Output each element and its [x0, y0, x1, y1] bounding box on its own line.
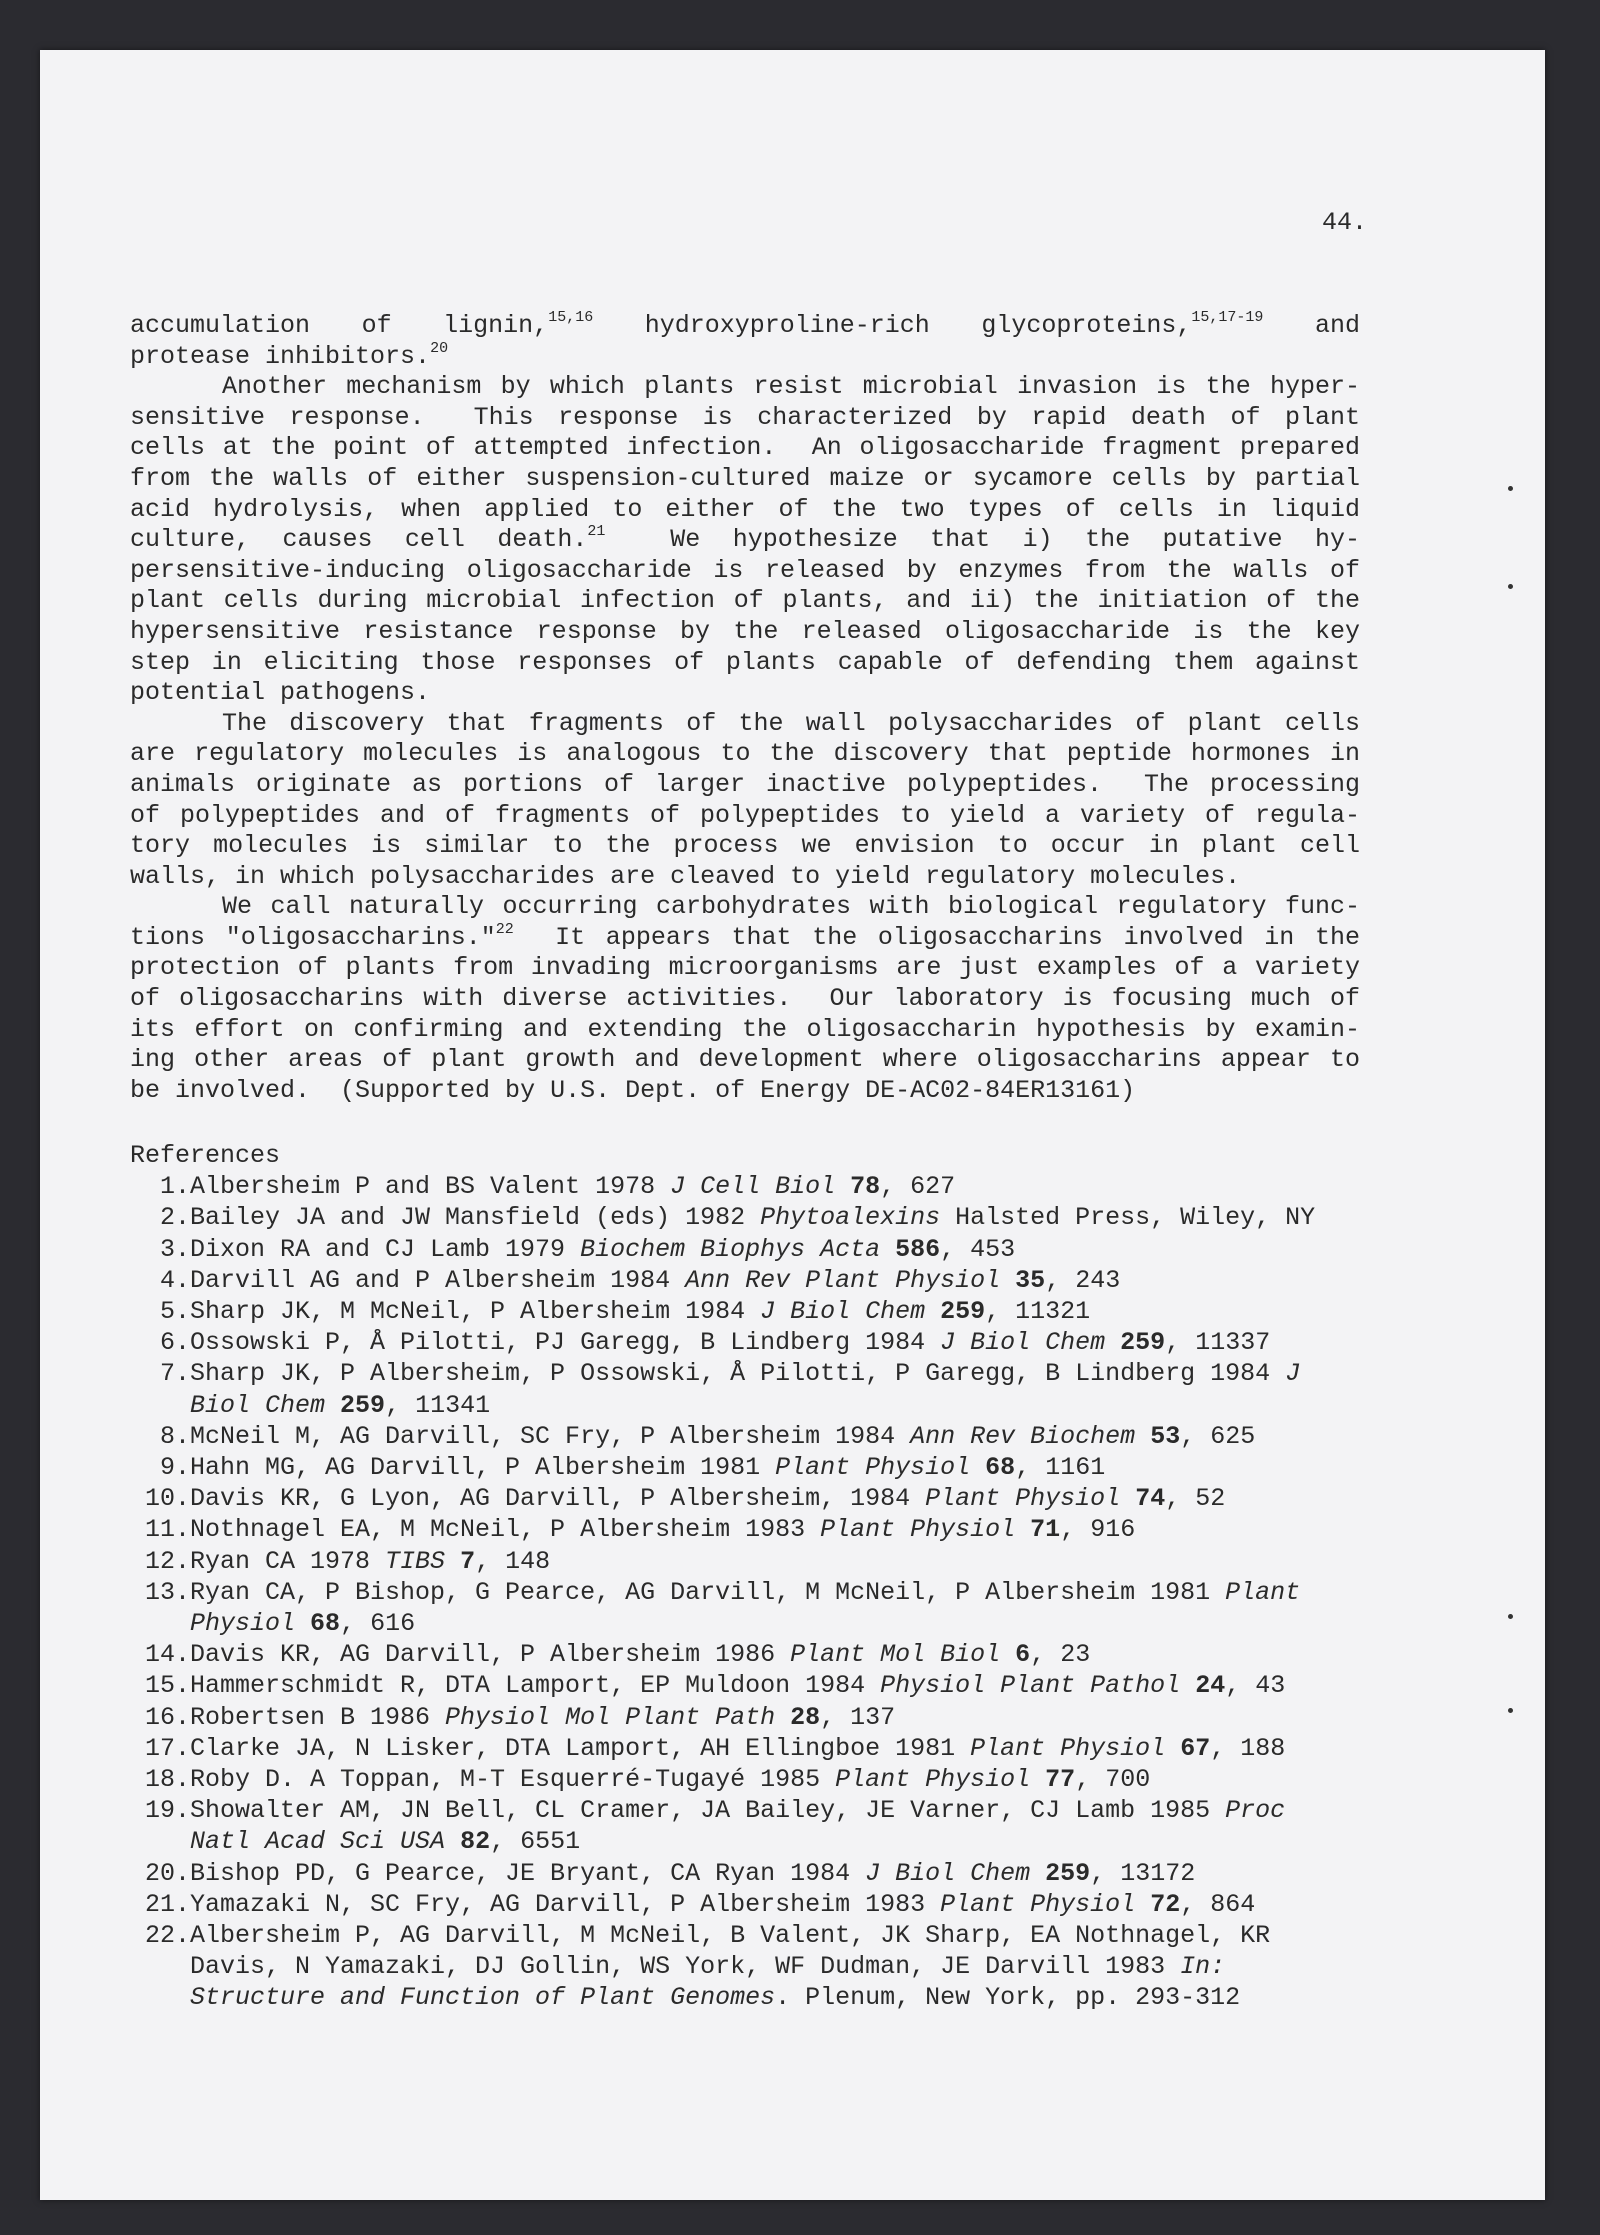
reference-text — [190, 1733, 1360, 1764]
volume-number: 67 — [1180, 1733, 1211, 1763]
reference-number: 3. — [159, 1234, 190, 1264]
reference-text — [190, 1889, 1360, 1920]
volume-number: 7 — [460, 1546, 476, 1576]
text-run — [775, 1703, 790, 1732]
volume-number: 74 — [1135, 1484, 1166, 1514]
reference-number: 20. — [144, 1858, 190, 1888]
text-run: ing other areas of plant growth and development where oligosaccharins appear to — [130, 1045, 1360, 1075]
text-run: , 1161 — [1015, 1453, 1106, 1483]
text-run: plant cells during microbial infection of plants, and ii) the initiation of the — [130, 586, 1360, 616]
reference-number: 6. — [159, 1328, 190, 1358]
text-run — [1030, 1765, 1045, 1794]
reference-number: 11. — [144, 1515, 190, 1545]
footnote-ref: 22 — [495, 920, 514, 938]
text-run: We call naturally occurring carbohydrates with biological regulatory func- — [222, 892, 1360, 922]
reference-number: 12. — [144, 1546, 190, 1576]
reference-text — [190, 1421, 1360, 1452]
reference-item — [130, 1514, 1360, 1545]
margin-mark — [1508, 584, 1513, 589]
reference-text — [190, 1764, 1360, 1795]
reference-item — [130, 1639, 1360, 1670]
references-heading: References — [130, 1141, 281, 1170]
text-run: Yamazaki N, SC Fry, AG Darvill, P Albersheim 1983 — [190, 1889, 941, 1919]
text-run — [1030, 1859, 1045, 1888]
journal-title: Plant Mol Biol — [790, 1640, 1001, 1670]
text-run: sensitive response. This response is characterized by rapid death of plant — [130, 402, 1360, 432]
volume-number: 259 — [1120, 1328, 1166, 1358]
text-line — [130, 770, 1360, 801]
reference-text — [190, 1265, 1360, 1296]
text-line — [130, 953, 1360, 984]
margin-mark — [1508, 1614, 1513, 1619]
text-run: , 616 — [340, 1609, 416, 1639]
reference-item — [130, 1296, 1360, 1327]
text-run: acid hydrolysis, when applied to either of the two types of cells in liquid — [130, 494, 1360, 524]
reference-text — [190, 1670, 1360, 1701]
reference-number: 22. — [144, 1921, 190, 1951]
text-run: Halsted Press, Wiley, NY — [940, 1203, 1316, 1233]
text-line — [130, 984, 1360, 1015]
reference-item — [130, 1234, 1360, 1265]
reference-item — [130, 1670, 1360, 1701]
journal-title: Phytoalexins — [760, 1203, 941, 1233]
text-run: Bailey JA and JW Mansfield (eds) 1982 — [190, 1203, 761, 1233]
margin-mark — [1508, 1708, 1513, 1713]
text-line — [130, 433, 1360, 464]
body-text — [130, 311, 1360, 1106]
text-run — [1105, 1328, 1120, 1357]
reference-item — [130, 1889, 1360, 1920]
reference-text — [190, 1639, 1360, 1670]
text-run: Albersheim P, AG Darvill, M McNeil, B Valent, JK Sharp, EA Nothnagel, KR Davis, N Yamazaki, DJ Gollin, WS York, WF Dudman, JE Darvill 1983 — [190, 1921, 1271, 1982]
reference-item — [130, 1265, 1360, 1296]
journal-title: Plant Physiol — [970, 1733, 1166, 1763]
text-run: , 916 — [1060, 1515, 1136, 1545]
footnote-ref: 21 — [587, 523, 606, 541]
volume-number: 6 — [1015, 1640, 1031, 1670]
journal-title: Plant Physiol — [190, 1577, 1301, 1639]
text-run: of polypeptides and of fragments of polypeptides to yield a variety of regula- — [130, 800, 1360, 830]
text-run: , 453 — [940, 1234, 1016, 1264]
journal-title: Plant Physiol — [940, 1889, 1136, 1919]
text-run — [1120, 1484, 1135, 1513]
journal-title: J Biol Chem — [865, 1858, 1031, 1888]
text-run — [1135, 1422, 1150, 1451]
journal-title: Proc Natl Acad Sci USA — [190, 1796, 1286, 1857]
volume-number: 72 — [1150, 1889, 1181, 1919]
text-line — [130, 709, 1360, 740]
text-run: , 6551 — [490, 1827, 581, 1857]
reference-number: 4. — [159, 1265, 190, 1295]
text-line — [130, 311, 1360, 342]
volume-number: 259 — [340, 1390, 386, 1420]
reference-text — [190, 1702, 1360, 1733]
text-run: Bishop PD, G Pearce, JE Bryant, CA Ryan 1984 — [190, 1858, 866, 1888]
reference-number: 14. — [144, 1640, 190, 1670]
text-run: , 13172 — [1090, 1858, 1196, 1888]
volume-number: 24 — [1195, 1671, 1226, 1701]
volume-number: 71 — [1030, 1515, 1061, 1545]
text-run: Dixon RA and CJ Lamb 1979 — [190, 1234, 581, 1264]
reference-text — [190, 1171, 1360, 1202]
reference-text — [190, 1234, 1360, 1265]
reference-number: 8. — [159, 1421, 190, 1451]
text-run: , 11321 — [985, 1297, 1091, 1327]
text-run — [1180, 1671, 1195, 1700]
text-run: are regulatory molecules is analogous to the discovery that peptide hormones in — [130, 739, 1360, 769]
text-run: accumulation of lignin, — [130, 311, 549, 340]
text-line — [130, 1076, 1360, 1107]
text-run: , 700 — [1075, 1765, 1151, 1795]
text-run: It appears that the oligosaccharins involved in the — [513, 922, 1360, 952]
text-line — [130, 920, 1360, 954]
text-run: , 188 — [1210, 1733, 1286, 1763]
text-run: Ossowski P, Å Pilotti, PJ Garegg, B Lindberg 1984 — [190, 1328, 941, 1358]
text-run: Ryan CA 1978 — [190, 1546, 386, 1576]
reference-text — [190, 1795, 1360, 1857]
footnote-ref: 20 — [430, 339, 449, 357]
volume-number: 53 — [1150, 1421, 1181, 1451]
text-run — [880, 1235, 895, 1264]
text-run: , 52 — [1165, 1484, 1226, 1514]
reference-number: 10. — [144, 1484, 190, 1514]
journal-title: Plant Physiol — [775, 1453, 971, 1483]
text-run: tory molecules is similar to the process we envision to occur in plant cell — [130, 831, 1360, 861]
text-line — [130, 1015, 1360, 1046]
text-line — [130, 464, 1360, 495]
volume-number: 82 — [460, 1827, 491, 1857]
text-run: Davis KR, G Lyon, AG Darvill, P Albersheim, 1984 — [190, 1484, 926, 1514]
reference-text — [190, 1577, 1360, 1639]
text-run — [970, 1453, 985, 1482]
text-run: Hammerschmidt R, DTA Lamport, EP Muldoon 1984 — [190, 1671, 881, 1701]
text-run: tions "oligosaccharins." — [130, 922, 496, 952]
text-run: Clarke JA, N Lisker, DTA Lamport, AH Ellingboe 1981 — [190, 1733, 971, 1763]
references-list — [130, 1171, 1360, 2013]
text-run: , 625 — [1180, 1421, 1256, 1451]
text-run: walls, in which polysaccharides are cleaved to yield regulatory molecules. — [130, 861, 1241, 891]
text-line — [130, 372, 1360, 403]
text-run: Robertsen B 1986 — [190, 1702, 446, 1732]
reference-text — [190, 1452, 1360, 1483]
text-run: hypersensitive resistance response by the released oligosaccharide is the key — [130, 616, 1360, 646]
margin-mark — [1508, 486, 1513, 491]
journal-title: In: Structure and Function of Plant Genomes — [190, 1952, 1226, 2013]
references-section — [130, 1140, 1360, 2014]
reference-text — [190, 1296, 1360, 1327]
text-run: Sharp JK, P Albersheim, P Ossowski, Å Pilotti, P Garegg, B Lindberg 1984 — [190, 1359, 1286, 1389]
journal-title: Physiol Mol Plant Path — [445, 1702, 776, 1732]
text-run: step in eliciting those responses of plants capable of defending them against — [130, 647, 1360, 677]
volume-number: 259 — [1045, 1858, 1091, 1888]
journal-title: J Biol Chem — [940, 1328, 1106, 1358]
reference-item — [130, 1546, 1360, 1577]
reference-number: 21. — [144, 1889, 190, 1919]
volume-number: 68 — [985, 1453, 1016, 1483]
text-line — [130, 648, 1360, 679]
journal-title: Plant Physiol — [835, 1765, 1031, 1795]
text-line — [130, 525, 1360, 556]
journal-title: Plant Physiol — [925, 1484, 1121, 1514]
text-run — [445, 1547, 460, 1576]
reference-number: 19. — [144, 1796, 190, 1826]
reference-text — [190, 1358, 1360, 1420]
text-run — [325, 1391, 340, 1420]
reference-item — [130, 1358, 1360, 1420]
reference-number: 18. — [144, 1765, 190, 1795]
reference-number: 7. — [159, 1359, 190, 1389]
text-line — [130, 1045, 1360, 1076]
text-run: , 148 — [475, 1546, 551, 1576]
text-run: Showalter AM, JN Bell, CL Cramer, JA Bailey, JE Varner, CJ Lamb 1985 — [190, 1796, 1226, 1826]
text-run — [1135, 1890, 1150, 1919]
reference-item — [130, 1920, 1360, 2014]
text-run: cells at the point of attempted infection. An oligosaccharide fragment prepared — [130, 433, 1360, 463]
volume-number: 259 — [940, 1297, 986, 1327]
journal-title: Biochem Biophys Acta — [580, 1234, 881, 1264]
reference-text — [190, 1327, 1360, 1358]
reference-item — [130, 1421, 1360, 1452]
reference-text — [190, 1546, 1360, 1577]
text-line — [130, 556, 1360, 587]
text-run: Albersheim P and BS Valent 1978 — [190, 1172, 671, 1202]
text-run: , 243 — [1045, 1265, 1121, 1295]
volume-number: 77 — [1045, 1765, 1076, 1795]
text-run: Nothnagel EA, M McNeil, P Albersheim 1983 — [190, 1515, 821, 1545]
text-run — [1000, 1640, 1015, 1669]
reference-item — [130, 1452, 1360, 1483]
text-run — [445, 1827, 460, 1856]
reference-item — [130, 1702, 1360, 1733]
reference-text — [190, 1858, 1360, 1889]
text-run: be involved. (Supported by U.S. Dept. of Energy DE-AC02-84ER13161) — [130, 1075, 1136, 1105]
text-run: culture, causes cell death. — [130, 525, 588, 555]
text-run — [295, 1609, 310, 1638]
page-number: 44. — [1322, 208, 1368, 237]
reference-text — [190, 1202, 1360, 1233]
text-run: The discovery that fragments of the wall polysaccharides of plant cells — [222, 708, 1360, 738]
reference-item — [130, 1733, 1360, 1764]
text-run: Roby D. A Toppan, M-T Esquerré-Tugayé 1985 — [190, 1765, 836, 1795]
text-run: protease inhibitors. — [130, 341, 431, 371]
volume-number: 78 — [850, 1172, 881, 1202]
text-run: Sharp JK, M McNeil, P Albersheim 1984 — [190, 1297, 761, 1327]
reference-number: 9. — [159, 1453, 190, 1483]
text-line — [130, 495, 1360, 526]
text-run: animals originate as portions of larger inactive polypeptides. The processing — [130, 769, 1360, 799]
text-run: , 137 — [820, 1702, 896, 1732]
text-run: and — [1263, 311, 1361, 340]
text-run: Darvill AG and P Albersheim 1984 — [190, 1265, 686, 1295]
volume-number: 35 — [1015, 1265, 1046, 1295]
text-run: hydroxyproline-rich glycoproteins, — [593, 311, 1192, 340]
text-run: , 11337 — [1165, 1328, 1271, 1358]
reference-number: 15. — [144, 1671, 190, 1701]
reference-item — [130, 1202, 1360, 1233]
text-run: , 627 — [880, 1172, 956, 1202]
text-run: protection of plants from invading microorganisms are just examples of a variety — [130, 953, 1360, 983]
reference-item — [130, 1577, 1360, 1639]
text-run: . Plenum, New York, pp. 293-312 — [775, 1983, 1241, 2013]
text-line — [130, 617, 1360, 648]
reference-text — [190, 1920, 1360, 2014]
text-run: We hypothesize that i) the putative hy- — [605, 525, 1360, 555]
text-line — [130, 678, 1360, 709]
reference-item — [130, 1483, 1360, 1514]
text-run: , 23 — [1030, 1640, 1091, 1670]
text-run: Another mechanism by which plants resist microbial invasion is the hyper- — [222, 372, 1360, 402]
reference-item — [130, 1171, 1360, 1202]
text-run: from the walls of either suspension-cultured maize or sycamore cells by partial — [130, 463, 1360, 493]
journal-title: Ann Rev Plant Physiol — [685, 1265, 1001, 1295]
reference-number: 1. — [159, 1172, 190, 1202]
text-line — [130, 801, 1360, 832]
text-run: Ryan CA, P Bishop, G Pearce, AG Darvill, M McNeil, P Albersheim 1981 — [190, 1577, 1226, 1607]
journal-title: J Cell Biol — [670, 1172, 836, 1202]
reference-text — [190, 1514, 1360, 1545]
text-line — [130, 403, 1360, 434]
text-run — [1165, 1734, 1180, 1763]
text-run: persensitive-inducing oligosaccharide is released by enzymes from the walls of — [130, 555, 1360, 585]
reference-number: 17. — [144, 1733, 190, 1763]
journal-title: TIBS — [385, 1546, 446, 1576]
text-run: , 43 — [1225, 1671, 1286, 1701]
text-line — [130, 586, 1360, 617]
reference-text — [190, 1483, 1360, 1514]
footnote-ref: 15,17-19 — [1191, 309, 1264, 326]
journal-title: Plant Physiol — [820, 1515, 1016, 1545]
text-run — [1000, 1266, 1015, 1295]
text-run: of oligosaccharins with diverse activities. Our laboratory is focusing much of — [130, 984, 1360, 1014]
text-run — [925, 1297, 940, 1326]
text-run — [1015, 1515, 1030, 1544]
journal-title: Ann Rev Biochem — [910, 1421, 1136, 1451]
text-line — [130, 739, 1360, 770]
journal-title: J Biol Chem — [190, 1359, 1301, 1420]
volume-number: 28 — [790, 1702, 821, 1732]
text-line — [130, 862, 1360, 893]
reference-number: 16. — [144, 1702, 190, 1732]
text-run: , 864 — [1180, 1889, 1256, 1919]
reference-number: 5. — [159, 1297, 190, 1327]
text-line — [130, 892, 1360, 923]
text-run — [835, 1172, 850, 1201]
journal-title: J Biol Chem — [760, 1297, 926, 1327]
reference-item — [130, 1858, 1360, 1889]
text-line — [130, 339, 1360, 373]
text-run: potential pathogens. — [130, 678, 431, 708]
text-line — [130, 831, 1360, 862]
reference-item — [130, 1327, 1360, 1358]
reference-item — [130, 1764, 1360, 1795]
journal-title: Physiol Plant Pathol — [880, 1671, 1181, 1701]
reference-number: 13. — [144, 1577, 190, 1607]
reference-number: 2. — [159, 1203, 190, 1233]
volume-number: 68 — [310, 1609, 341, 1639]
reference-item — [130, 1795, 1360, 1857]
text-run: Hahn MG, AG Darvill, P Albersheim 1981 — [190, 1453, 776, 1483]
footnote-ref: 15,16 — [548, 309, 594, 326]
text-run: McNeil M, AG Darvill, SC Fry, P Albersheim 1984 — [190, 1421, 911, 1451]
text-run: its effort on confirming and extending the oligosaccharin hypothesis by examin- — [130, 1014, 1360, 1044]
text-run: Davis KR, AG Darvill, P Albersheim 1986 — [190, 1640, 791, 1670]
volume-number: 586 — [895, 1234, 941, 1264]
text-run: , 11341 — [385, 1390, 491, 1420]
